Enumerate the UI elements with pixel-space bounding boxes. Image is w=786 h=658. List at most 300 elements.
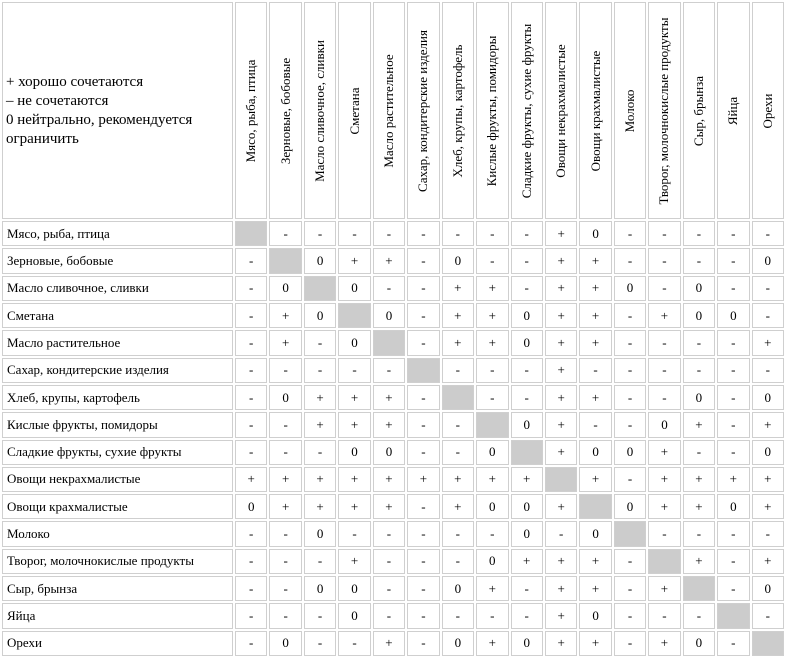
compat-cell: - [407, 494, 439, 519]
compat-cell: - [476, 248, 508, 273]
compat-cell: - [476, 521, 508, 546]
compat-cell: 0 [442, 576, 474, 601]
compat-cell: + [269, 303, 301, 328]
compat-cell: - [683, 521, 715, 546]
compat-cell: 0 [752, 385, 784, 410]
compat-cell: 0 [511, 494, 543, 519]
compat-cell: - [269, 440, 301, 465]
compat-cell: - [442, 358, 474, 383]
compat-cell: - [648, 358, 680, 383]
compat-cell: - [752, 521, 784, 546]
compat-cell: - [235, 385, 267, 410]
compat-cell: 0 [338, 276, 370, 301]
compat-cell: - [683, 330, 715, 355]
column-header [648, 2, 680, 219]
column-header [407, 2, 439, 219]
compat-cell: - [373, 549, 405, 574]
compat-cell: - [717, 576, 749, 601]
compat-cell: + [648, 467, 680, 492]
compat-cell: - [717, 276, 749, 301]
compat-cell: 0 [752, 248, 784, 273]
compat-cell: - [614, 221, 646, 246]
compat-cell: + [545, 576, 577, 601]
compat-cell: - [442, 412, 474, 437]
legend [2, 2, 233, 219]
compat-cell: - [752, 221, 784, 246]
diagonal-cell [407, 358, 439, 383]
compat-cell: - [717, 440, 749, 465]
compat-cell: - [717, 412, 749, 437]
compat-cell: - [269, 521, 301, 546]
row-header: Сахар, кондитерские изделия [2, 358, 233, 383]
compat-cell: + [304, 385, 336, 410]
compat-cell: + [269, 494, 301, 519]
row-header: Молоко [2, 521, 233, 546]
compat-cell: - [717, 221, 749, 246]
compat-cell: 0 [476, 440, 508, 465]
compat-cell: + [338, 412, 370, 437]
column-header-label: Масло растительное [380, 53, 396, 168]
table-row [2, 576, 784, 601]
compat-cell: - [442, 549, 474, 574]
compat-cell: - [338, 631, 370, 656]
compat-cell: + [545, 330, 577, 355]
compat-cell: - [373, 221, 405, 246]
compat-cell: - [614, 330, 646, 355]
compat-cell: - [442, 221, 474, 246]
compat-cell: + [579, 467, 611, 492]
table-row [2, 248, 784, 273]
compat-cell: - [717, 549, 749, 574]
compat-cell: 0 [304, 521, 336, 546]
compat-cell: + [338, 549, 370, 574]
row-header: Сметана [2, 303, 233, 328]
compat-cell: - [614, 467, 646, 492]
compat-cell: 0 [235, 494, 267, 519]
compat-cell: - [304, 221, 336, 246]
compat-cell: 0 [476, 494, 508, 519]
row-header: Овощи некрахмалистые [2, 467, 233, 492]
compat-cell: + [648, 631, 680, 656]
compat-cell: 0 [304, 303, 336, 328]
compat-cell: + [373, 412, 405, 437]
row-header: Сыр, брынза [2, 576, 233, 601]
compat-cell: + [683, 412, 715, 437]
compat-cell: - [614, 603, 646, 628]
compat-cell: + [442, 494, 474, 519]
column-header-label: Яйца [725, 96, 741, 125]
compat-cell: + [648, 576, 680, 601]
column-header-label: Овощи крахмалистые [587, 50, 603, 171]
compat-cell: + [545, 440, 577, 465]
compat-cell: - [717, 248, 749, 273]
column-header-label: Орехи [759, 93, 775, 128]
compat-cell: - [683, 221, 715, 246]
compat-cell: + [476, 576, 508, 601]
compat-cell: - [511, 576, 543, 601]
diagonal-cell [442, 385, 474, 410]
compat-cell: + [752, 494, 784, 519]
compat-cell: - [579, 358, 611, 383]
compat-cell: - [407, 412, 439, 437]
compat-cell: - [717, 385, 749, 410]
compat-cell: + [338, 494, 370, 519]
compat-cell: - [407, 631, 439, 656]
column-header [717, 2, 749, 219]
compat-cell: + [269, 330, 301, 355]
compat-cell: + [442, 276, 474, 301]
compat-cell: + [235, 467, 267, 492]
table-row [2, 221, 784, 246]
compat-cell: 0 [338, 603, 370, 628]
column-header [442, 2, 474, 219]
table-row [2, 358, 784, 383]
diagonal-cell [269, 248, 301, 273]
compat-cell: - [407, 303, 439, 328]
table-row [2, 494, 784, 519]
diagonal-cell [648, 549, 680, 574]
compat-cell: 0 [269, 385, 301, 410]
compat-cell: - [752, 276, 784, 301]
compat-cell: - [442, 521, 474, 546]
column-header [269, 2, 301, 219]
compat-cell: + [304, 467, 336, 492]
compat-cell: - [269, 358, 301, 383]
diagonal-cell [511, 440, 543, 465]
compat-cell: - [717, 358, 749, 383]
column-header-label: Молоко [622, 89, 638, 132]
row-header: Мясо, рыба, птица [2, 221, 233, 246]
compat-cell: - [511, 221, 543, 246]
compat-cell: 0 [752, 440, 784, 465]
compat-cell: + [373, 467, 405, 492]
compat-cell: + [579, 276, 611, 301]
compat-cell: - [235, 603, 267, 628]
compat-cell: - [511, 358, 543, 383]
compat-cell: + [511, 549, 543, 574]
row-header: Яйца [2, 603, 233, 628]
compat-cell: + [442, 303, 474, 328]
compat-cell: - [683, 248, 715, 273]
column-header [752, 2, 784, 219]
diagonal-cell [373, 330, 405, 355]
compat-cell: - [407, 576, 439, 601]
compat-cell: - [614, 631, 646, 656]
compat-cell: + [648, 303, 680, 328]
compat-cell: - [511, 276, 543, 301]
row-header: Орехи [2, 631, 233, 656]
legend-zero-line2: ограничить [6, 130, 79, 147]
column-header [235, 2, 267, 219]
compat-cell: - [614, 385, 646, 410]
diagonal-cell [235, 221, 267, 246]
compat-cell: 0 [338, 576, 370, 601]
compat-cell: - [614, 248, 646, 273]
legend-plus: + хорошо сочетаются [6, 73, 144, 90]
compat-cell: 0 [579, 221, 611, 246]
column-header-label: Сахар, кондитерские изделия [415, 29, 431, 192]
compat-cell: + [545, 276, 577, 301]
diagonal-cell [476, 412, 508, 437]
compat-cell: - [614, 358, 646, 383]
compat-cell: - [269, 576, 301, 601]
legend-zero-line1: 0 нейтрально, рекомендуется [6, 111, 193, 128]
compat-cell: 0 [373, 303, 405, 328]
compat-cell: - [407, 276, 439, 301]
compat-cell: - [614, 576, 646, 601]
compat-cell: - [717, 631, 749, 656]
compat-cell: - [373, 276, 405, 301]
compat-cell: - [269, 603, 301, 628]
compat-cell: - [407, 549, 439, 574]
compat-cell: - [648, 276, 680, 301]
compat-cell: - [235, 276, 267, 301]
compat-cell: + [338, 385, 370, 410]
compat-cell: + [545, 221, 577, 246]
compat-cell: - [407, 440, 439, 465]
compat-cell: - [304, 358, 336, 383]
diagonal-cell [579, 494, 611, 519]
column-header-label: Кислые фрукты, помидоры [484, 35, 500, 186]
compat-cell: - [648, 385, 680, 410]
compat-cell: - [614, 412, 646, 437]
compat-cell: - [407, 330, 439, 355]
diagonal-cell [338, 303, 370, 328]
compat-cell: + [373, 248, 405, 273]
column-header-label: Овощи некрахмалистые [553, 43, 569, 178]
compat-cell: + [545, 494, 577, 519]
compat-cell: - [683, 603, 715, 628]
compat-cell: + [373, 385, 405, 410]
column-header-label: Хлеб, крупы, картофель [449, 44, 465, 177]
diagonal-cell [717, 603, 749, 628]
compat-cell: + [545, 358, 577, 383]
compat-cell: - [304, 549, 336, 574]
compat-cell: - [269, 412, 301, 437]
compat-cell: - [476, 603, 508, 628]
compat-cell: + [304, 494, 336, 519]
compat-cell: + [545, 248, 577, 273]
compat-cell: - [304, 631, 336, 656]
compat-cell: - [235, 549, 267, 574]
row-header: Творог, молочнокислые продукты [2, 549, 233, 574]
compat-cell: 0 [269, 276, 301, 301]
row-header: Овощи крахмалистые [2, 494, 233, 519]
compat-cell: - [442, 440, 474, 465]
compat-cell: - [338, 358, 370, 383]
diagonal-cell [614, 521, 646, 546]
compat-cell: + [683, 494, 715, 519]
compat-cell: + [476, 467, 508, 492]
column-header [476, 2, 508, 219]
compat-cell: 0 [648, 412, 680, 437]
column-header-label: Масло сливочное, сливки [312, 39, 328, 182]
compat-cell: 0 [614, 276, 646, 301]
compat-cell: - [338, 221, 370, 246]
compat-cell: - [373, 576, 405, 601]
compat-cell: + [752, 467, 784, 492]
compat-cell: - [407, 521, 439, 546]
compat-cell: - [545, 521, 577, 546]
compat-cell: + [545, 603, 577, 628]
compat-cell: + [476, 276, 508, 301]
compat-cell: 0 [304, 576, 336, 601]
compat-cell: 0 [511, 631, 543, 656]
column-header [579, 2, 611, 219]
compat-cell: 0 [511, 330, 543, 355]
compat-cell: + [752, 549, 784, 574]
compat-cell: - [338, 521, 370, 546]
column-header [614, 2, 646, 219]
compat-cell: - [648, 521, 680, 546]
compat-cell: - [442, 603, 474, 628]
compat-cell: - [511, 385, 543, 410]
compat-cell: + [752, 412, 784, 437]
compat-cell: + [648, 494, 680, 519]
table-row [2, 440, 784, 465]
compat-cell: 0 [683, 276, 715, 301]
compat-cell: - [752, 358, 784, 383]
column-header-label: Сладкие фрукты, сухие фрукты [518, 23, 534, 198]
compat-cell: - [683, 358, 715, 383]
compat-cell: + [442, 330, 474, 355]
compat-cell: - [407, 248, 439, 273]
column-header-label: Сыр, брынза [690, 75, 706, 146]
compat-cell: - [269, 221, 301, 246]
compat-cell: 0 [717, 303, 749, 328]
row-header: Зерновые, бобовые [2, 248, 233, 273]
compat-cell: + [648, 440, 680, 465]
compat-cell: - [235, 248, 267, 273]
compat-cell: - [235, 303, 267, 328]
compat-cell: 0 [476, 549, 508, 574]
compat-cell: - [614, 303, 646, 328]
compat-cell: - [683, 440, 715, 465]
compat-cell: - [407, 221, 439, 246]
column-header-label: Творог, молочнокислые продукты [656, 17, 672, 204]
column-header-label: Сметана [346, 86, 362, 135]
compat-cell: - [476, 358, 508, 383]
compat-cell: - [235, 412, 267, 437]
compat-cell: 0 [373, 440, 405, 465]
compat-cell: 0 [511, 303, 543, 328]
compat-cell: 0 [717, 494, 749, 519]
compat-cell: + [579, 330, 611, 355]
diagonal-cell [752, 631, 784, 656]
compat-cell: + [683, 467, 715, 492]
compat-cell: + [304, 412, 336, 437]
compat-cell: 0 [511, 412, 543, 437]
compat-cell: - [235, 358, 267, 383]
column-header [304, 2, 336, 219]
compat-cell: - [717, 521, 749, 546]
compat-cell: + [476, 303, 508, 328]
compat-cell: + [442, 467, 474, 492]
row-header: Кислые фрукты, помидоры [2, 412, 233, 437]
compat-cell: - [476, 385, 508, 410]
compat-cell: 0 [683, 631, 715, 656]
compat-cell: 0 [683, 303, 715, 328]
compat-cell: - [235, 330, 267, 355]
compat-cell: 0 [752, 576, 784, 601]
compat-cell: - [304, 330, 336, 355]
compat-cell: 0 [269, 631, 301, 656]
compat-cell: - [373, 603, 405, 628]
column-header [545, 2, 577, 219]
compat-cell: - [717, 330, 749, 355]
compat-cell: - [304, 440, 336, 465]
table-row [2, 521, 784, 546]
table-row [2, 385, 784, 410]
compat-cell: + [579, 631, 611, 656]
compat-cell: + [373, 494, 405, 519]
compat-cell: + [545, 549, 577, 574]
table-row [2, 603, 784, 628]
compat-cell: - [511, 603, 543, 628]
row-header: Масло сливочное, сливки [2, 276, 233, 301]
compat-cell: + [476, 330, 508, 355]
diagonal-cell [683, 576, 715, 601]
row-header: Сладкие фрукты, сухие фрукты [2, 440, 233, 465]
compat-cell: + [373, 631, 405, 656]
column-header-label: Мясо, рыба, птица [243, 59, 259, 162]
compat-cell: 0 [338, 440, 370, 465]
column-header-label: Зерновые, бобовые [277, 57, 293, 164]
row-header: Хлеб, крупы, картофель [2, 385, 233, 410]
compat-cell: - [269, 549, 301, 574]
compat-cell: 0 [442, 248, 474, 273]
compat-cell: - [648, 603, 680, 628]
column-header [373, 2, 405, 219]
compat-cell: + [579, 248, 611, 273]
compat-cell: 0 [683, 385, 715, 410]
compat-cell: - [476, 221, 508, 246]
compat-cell: + [269, 467, 301, 492]
compat-cell: + [579, 385, 611, 410]
table-body [2, 221, 784, 656]
compat-cell: - [235, 576, 267, 601]
compat-cell: + [683, 549, 715, 574]
column-header [338, 2, 370, 219]
table-row [2, 303, 784, 328]
compat-cell: - [407, 385, 439, 410]
row-header: Масло растительное [2, 330, 233, 355]
column-header [511, 2, 543, 219]
column-header [683, 2, 715, 219]
table-row [2, 549, 784, 574]
compat-cell: - [235, 521, 267, 546]
compat-cell: + [717, 467, 749, 492]
compat-cell: - [373, 358, 405, 383]
compat-cell: - [304, 603, 336, 628]
compat-cell: - [752, 603, 784, 628]
compat-cell: + [545, 303, 577, 328]
compat-cell: 0 [579, 603, 611, 628]
compat-cell: 0 [304, 248, 336, 273]
table-row [2, 330, 784, 355]
compat-cell: - [752, 303, 784, 328]
compat-cell: + [752, 330, 784, 355]
compat-cell: + [545, 412, 577, 437]
compat-cell: - [614, 549, 646, 574]
compat-cell: + [407, 467, 439, 492]
compat-cell: + [338, 467, 370, 492]
compat-cell: - [235, 631, 267, 656]
compat-cell: - [407, 603, 439, 628]
compat-cell: 0 [614, 494, 646, 519]
compat-cell: 0 [511, 521, 543, 546]
compat-cell: + [579, 576, 611, 601]
